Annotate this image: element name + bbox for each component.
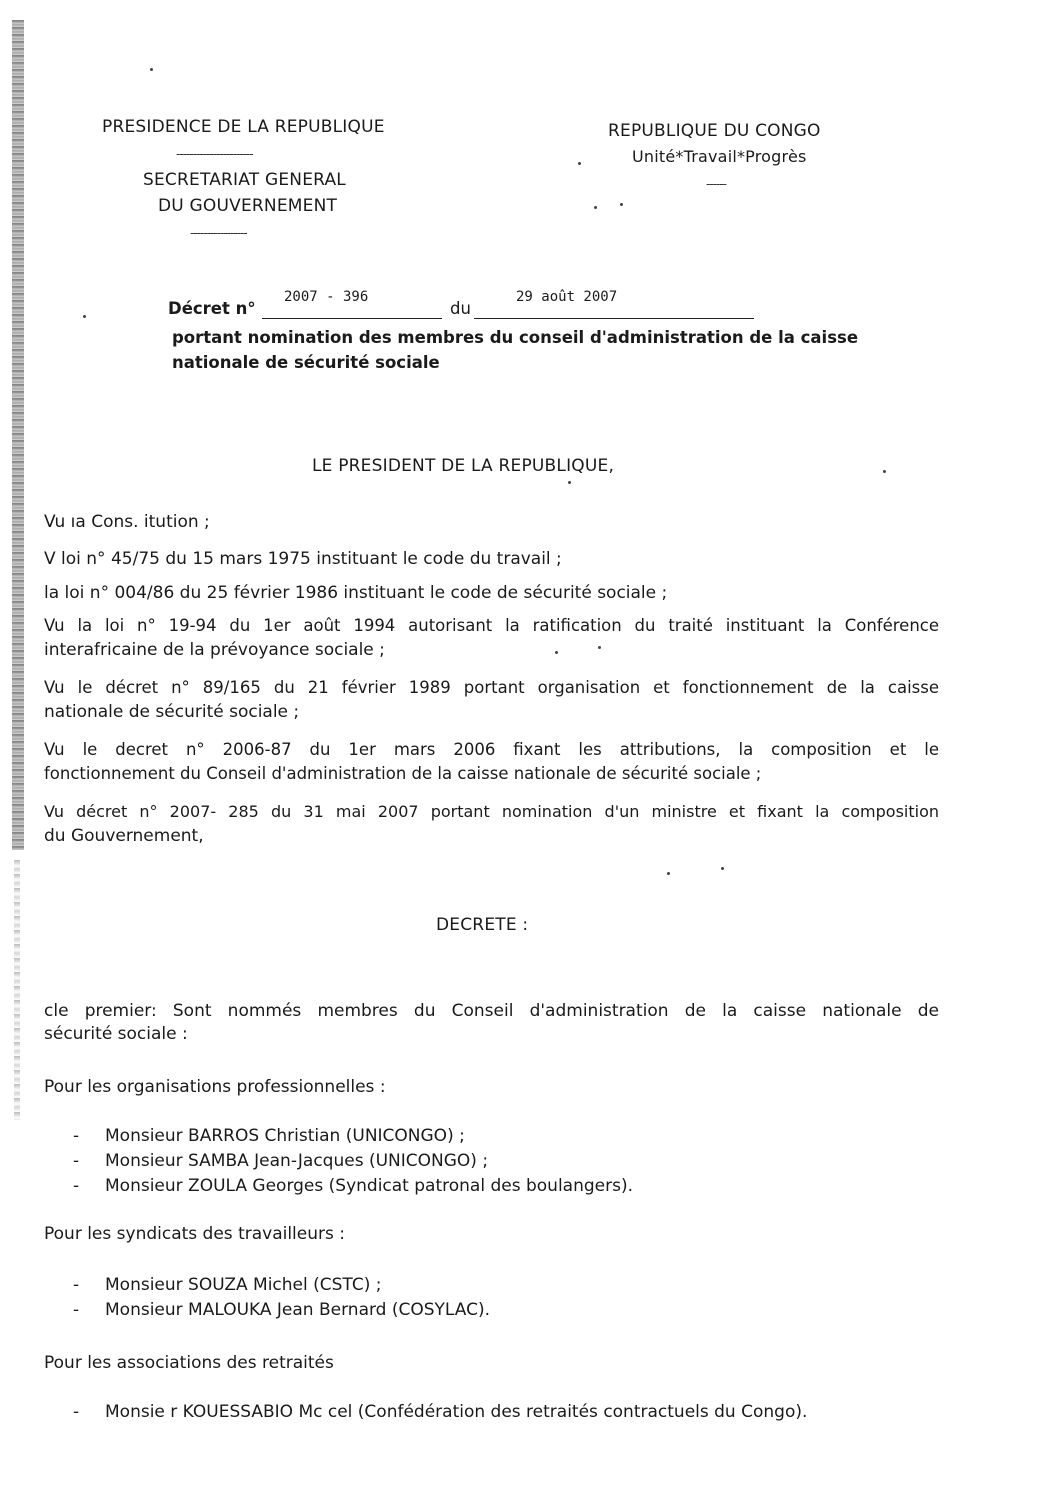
scan-speck bbox=[620, 203, 623, 206]
list-bullet: - bbox=[73, 1176, 80, 1196]
group-heading-retraites: Pour les associations des retraités bbox=[44, 1353, 334, 1373]
decree-label: Décret n° bbox=[168, 299, 256, 318]
consideration-decret-2007-285-cont: du Gouvernement, bbox=[44, 826, 204, 846]
list-bullet: - bbox=[73, 1402, 80, 1422]
consideration-decret-2007-285: Vu décret n° 2007- 285 du 31 mai 2007 portant nomination d'un ministre et fixant la composition bbox=[44, 802, 939, 821]
list-item bbox=[73, 1400, 808, 1425]
decree-subject-line1: portant nomination des membres du conseil d'administration de la caisse bbox=[172, 328, 859, 347]
list-item bbox=[73, 1124, 633, 1149]
decree-date: 29 août 2007 bbox=[516, 289, 618, 305]
scan-speck bbox=[568, 481, 571, 484]
consideration-decret-2006-87: Vu le decret n° 2006-87 du 1er mars 2006 fixant les attributions, la composition et le bbox=[44, 740, 939, 759]
consideration-constitution: Vu ıa Cons. itution ; bbox=[44, 512, 210, 532]
scan-speck bbox=[598, 646, 601, 649]
member-name: Monsie r KOUESSABIO Mc cel (Confédération des retraités contractuels du Congo). bbox=[105, 1402, 808, 1422]
member-name: Monsieur ZOULA Georges (Syndicat patronal des boulangers). bbox=[105, 1176, 633, 1196]
scan-edge-artifact bbox=[12, 20, 24, 850]
header-secretariat: SECRETARIAT GENERAL bbox=[143, 170, 346, 190]
scan-speck bbox=[883, 470, 886, 473]
member-list-organisations bbox=[73, 1124, 633, 1199]
member-name: Monsieur MALOUKA Jean Bernard (COSYLAC). bbox=[105, 1300, 491, 1320]
header-divider: ----------------- bbox=[190, 226, 247, 240]
list-item bbox=[73, 1174, 633, 1199]
list-bullet: - bbox=[73, 1275, 80, 1295]
scan-speck bbox=[594, 206, 597, 209]
decree-number: 2007 - 396 bbox=[284, 289, 369, 305]
list-item bbox=[73, 1273, 490, 1298]
group-heading-organisations: Pour les organisations professionnelles : bbox=[44, 1077, 386, 1097]
decree-subject-line2: nationale de sécurité sociale bbox=[172, 353, 440, 372]
scan-speck bbox=[667, 872, 670, 875]
header-motto: Unité*Travail*Progrès bbox=[632, 147, 807, 166]
consideration-decret-2006-87-cont: fonctionnement du Conseil d'administration de la caisse nationale de sécurité sociale ; bbox=[44, 764, 762, 783]
decree-date-rule bbox=[474, 318, 754, 319]
consideration-decret-89-165-cont: nationale de sécurité sociale ; bbox=[44, 702, 300, 722]
list-item bbox=[73, 1298, 491, 1323]
header-gouvernement: DU GOUVERNEMENT bbox=[158, 196, 338, 216]
scan-speck bbox=[555, 651, 558, 654]
president-heading: LE PRESIDENT DE LA REPUBLIQUE, bbox=[312, 456, 615, 476]
list-bullet: - bbox=[73, 1151, 80, 1171]
header-divider: ------ bbox=[706, 177, 726, 191]
header-republique: REPUBLIQUE DU CONGO bbox=[608, 121, 821, 141]
group-heading-syndicats: Pour les syndicats des travailleurs : bbox=[44, 1224, 345, 1244]
decree-du-label: du bbox=[450, 299, 471, 318]
scan-speck bbox=[578, 162, 581, 165]
header-presidence: PRESIDENCE DE LA REPUBLIQUE bbox=[102, 117, 385, 137]
scan-edge-artifact-lower bbox=[14, 860, 20, 1120]
consideration-decret-89-165: Vu le décret n° 89/165 du 21 février 1989 portant organisation et fonctionnement de la caisse bbox=[44, 678, 939, 697]
list-bullet: - bbox=[73, 1300, 80, 1320]
consideration-code-securite: la loi n° 004/86 du 25 février 1986 instituant le code de sécurité sociale ; bbox=[44, 583, 668, 603]
member-name: Monsieur BARROS Christian (UNICONGO) ; bbox=[105, 1126, 465, 1146]
decrete-heading: DECRETE : bbox=[436, 915, 529, 935]
member-name: Monsieur SAMBA Jean-Jacques (UNICONGO) ; bbox=[105, 1151, 489, 1171]
scan-speck bbox=[721, 867, 724, 870]
list-item bbox=[73, 1149, 633, 1174]
list-bullet: - bbox=[73, 1126, 80, 1146]
article-premier-line1: cle premier: Sont nommés membres du Conseil d'administration de la caisse nationale de bbox=[44, 1001, 939, 1021]
member-list-retraites bbox=[73, 1400, 808, 1425]
article-premier-line2: sécurité sociale : bbox=[44, 1024, 188, 1044]
header-divider: ----------------------- bbox=[176, 147, 253, 161]
consideration-loi-19-94: Vu la loi n° 19-94 du 1er août 1994 autorisant la ratification du traité instituant la Conférence bbox=[44, 616, 939, 635]
consideration-code-travail: V loi n° 45/75 du 15 mars 1975 instituant le code du travail ; bbox=[44, 549, 562, 569]
member-list-syndicats bbox=[73, 1273, 491, 1323]
scan-speck bbox=[83, 315, 86, 318]
consideration-loi-19-94-cont: interafricaine de la prévoyance sociale ; bbox=[44, 640, 385, 660]
scan-speck bbox=[150, 68, 153, 71]
member-name: Monsieur SOUZA Michel (CSTC) ; bbox=[105, 1275, 382, 1295]
decree-number-rule bbox=[262, 318, 442, 319]
